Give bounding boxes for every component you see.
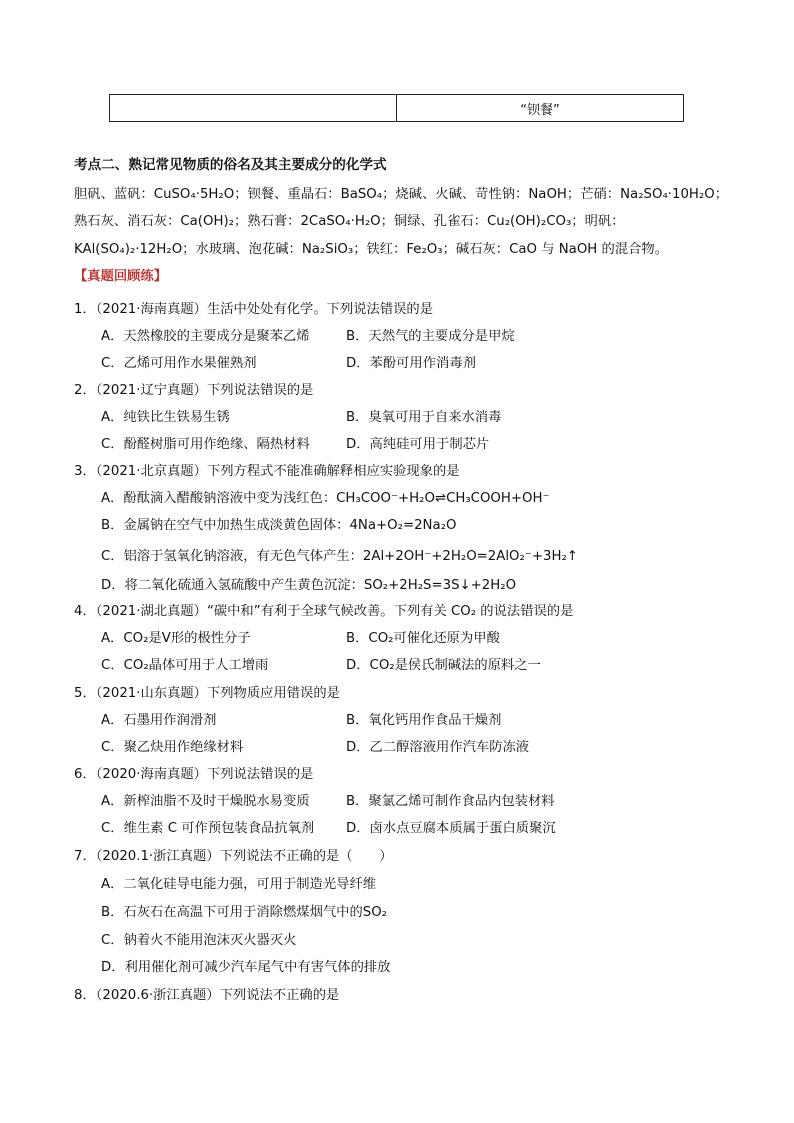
question-4-option-d: D．CO₂是侯氏制碱法的原料之一 [346, 658, 541, 673]
question-8-stem: 8．（2020.6·浙江真题）下列说法不正确的是 [74, 988, 340, 1003]
top-table [109, 94, 684, 122]
question-5-option-d: D．乙二醇溶液用作汽车防冻液 [346, 740, 530, 755]
review-title: 【真题回顾练】 [74, 269, 168, 284]
question-1-option-a: A．天然橡胶的主要成分是聚苯乙烯 [101, 329, 310, 344]
question-4-stem: 4．（2021·湖北真题）“碳中和”有利于全球气候改善。下列有关 CO₂ 的说法错误的是 [74, 604, 574, 619]
question-1-stem: 1．（2021·海南真题）生活中处处有化学。下列说法错误的是 [74, 302, 434, 317]
question-3-option-c: C．铝溶于氢氧化钠溶液，有无色气体产生：2Al+2OH⁻+2H₂O=2AlO₂⁻+3H₂↑ [101, 549, 578, 564]
question-1-option-d: D．苯酚可用作消毒剂 [346, 356, 476, 371]
question-6-option-b: B．聚氯乙烯可制作食品内包装材料 [346, 794, 555, 809]
question-2-option-c: C．酚醛树脂可用作绝缘、隔热材料 [101, 437, 310, 452]
table-cell-barium-meal: “钡餐” [397, 95, 684, 122]
kaodian2-line-3: KAl(SO₄)₂·12H₂O；水玻璃、泡花碱：Na₂SiO₃；铁红：Fe₂O₃；碱石灰：CaO 与 NaOH 的混合物。 [74, 242, 669, 257]
question-3-option-d: D．将二氧化硫通入氢硫酸中产生黄色沉淀：SO₂+2H₂S=3S↓+2H₂O [101, 578, 517, 593]
question-7-option-b: B．石灰石在高温下可用于消除燃煤烟气中的SO₂ [101, 905, 387, 920]
question-6-option-a: A．新榨油脂不及时干燥脱水易变质 [101, 794, 310, 809]
question-7-option-d: D．利用催化剂可减少汽车尾气中有害气体的排放 [101, 960, 391, 975]
question-2-option-d: D．高纯硅可用于制芯片 [346, 437, 490, 452]
question-5-option-c: C．聚乙炔用作绝缘材料 [101, 740, 244, 755]
question-7-stem: 7．（2020.1·浙江真题）下列说法不正确的是（ ） [74, 849, 393, 864]
question-4-option-a: A．CO₂是V形的极性分子 [101, 631, 251, 646]
question-5-stem: 5．（2021·山东真题）下列物质应用错误的是 [74, 686, 340, 701]
question-4-option-c: C．CO₂晶体可用于人工增雨 [101, 658, 269, 673]
question-6-option-c: C．维生素 C 可作预包装食品抗氧剂 [101, 821, 315, 836]
question-6-option-d: D．卤水点豆腐本质属于蛋白质聚沉 [346, 821, 556, 836]
question-5-option-b: B．氧化钙用作食品干燥剂 [346, 713, 502, 728]
kaodian2-line-2: 熟石灰、消石灰：Ca(OH)₂；熟石膏：2CaSO₄·H₂O；铜绿、孔雀石：Cu₂(OH)₂CO₃；明矾： [74, 214, 625, 229]
kaodian2-heading: 考点二、熟记常见物质的俗名及其主要成分的化学式 [74, 157, 387, 173]
table-cell-left [110, 95, 397, 122]
question-3-stem: 3．（2021·北京真题）下列方程式不能准确解释相应实验现象的是 [74, 464, 460, 479]
kaodian2-line-1: 胆矾、蓝矾：CuSO₄·5H₂O；钡餐、重晶石：BaSO₄；烧碱、火碱、苛性钠：NaOH；芒硝：Na₂SO₄·10H₂O； [74, 187, 729, 202]
question-2-stem: 2．（2021·辽宁真题）下列说法错误的是 [74, 383, 314, 398]
question-7-option-a: A．二氧化硅导电能力强，可用于制造光导纤维 [101, 877, 377, 892]
question-3-option-a: A．酚酞滴入醋酸钠溶液中变为浅红色：CH₃COO⁻+H₂O⇌CH₃COOH+OH⁻ [101, 491, 550, 506]
question-4-option-b: B．CO₂可催化还原为甲酸 [346, 631, 500, 646]
question-2-option-a: A．纯铁比生铁易生锈 [101, 410, 230, 425]
question-6-stem: 6．（2020·海南真题）下列说法错误的是 [74, 767, 314, 782]
question-2-option-b: B．臭氧可用于自来水消毒 [346, 410, 502, 425]
question-1-option-b: B．天然气的主要成分是甲烷 [346, 329, 515, 344]
question-3-option-b: B．金属钠在空气中加热生成淡黄色固体：4Na+O₂=2Na₂O [101, 518, 457, 533]
question-7-option-c: C．钠着火不能用泡沫灭火器灭火 [101, 933, 297, 948]
question-5-option-a: A．石墨用作润滑剂 [101, 713, 217, 728]
question-1-option-c: C．乙烯可用作水果催熟剂 [101, 356, 257, 371]
